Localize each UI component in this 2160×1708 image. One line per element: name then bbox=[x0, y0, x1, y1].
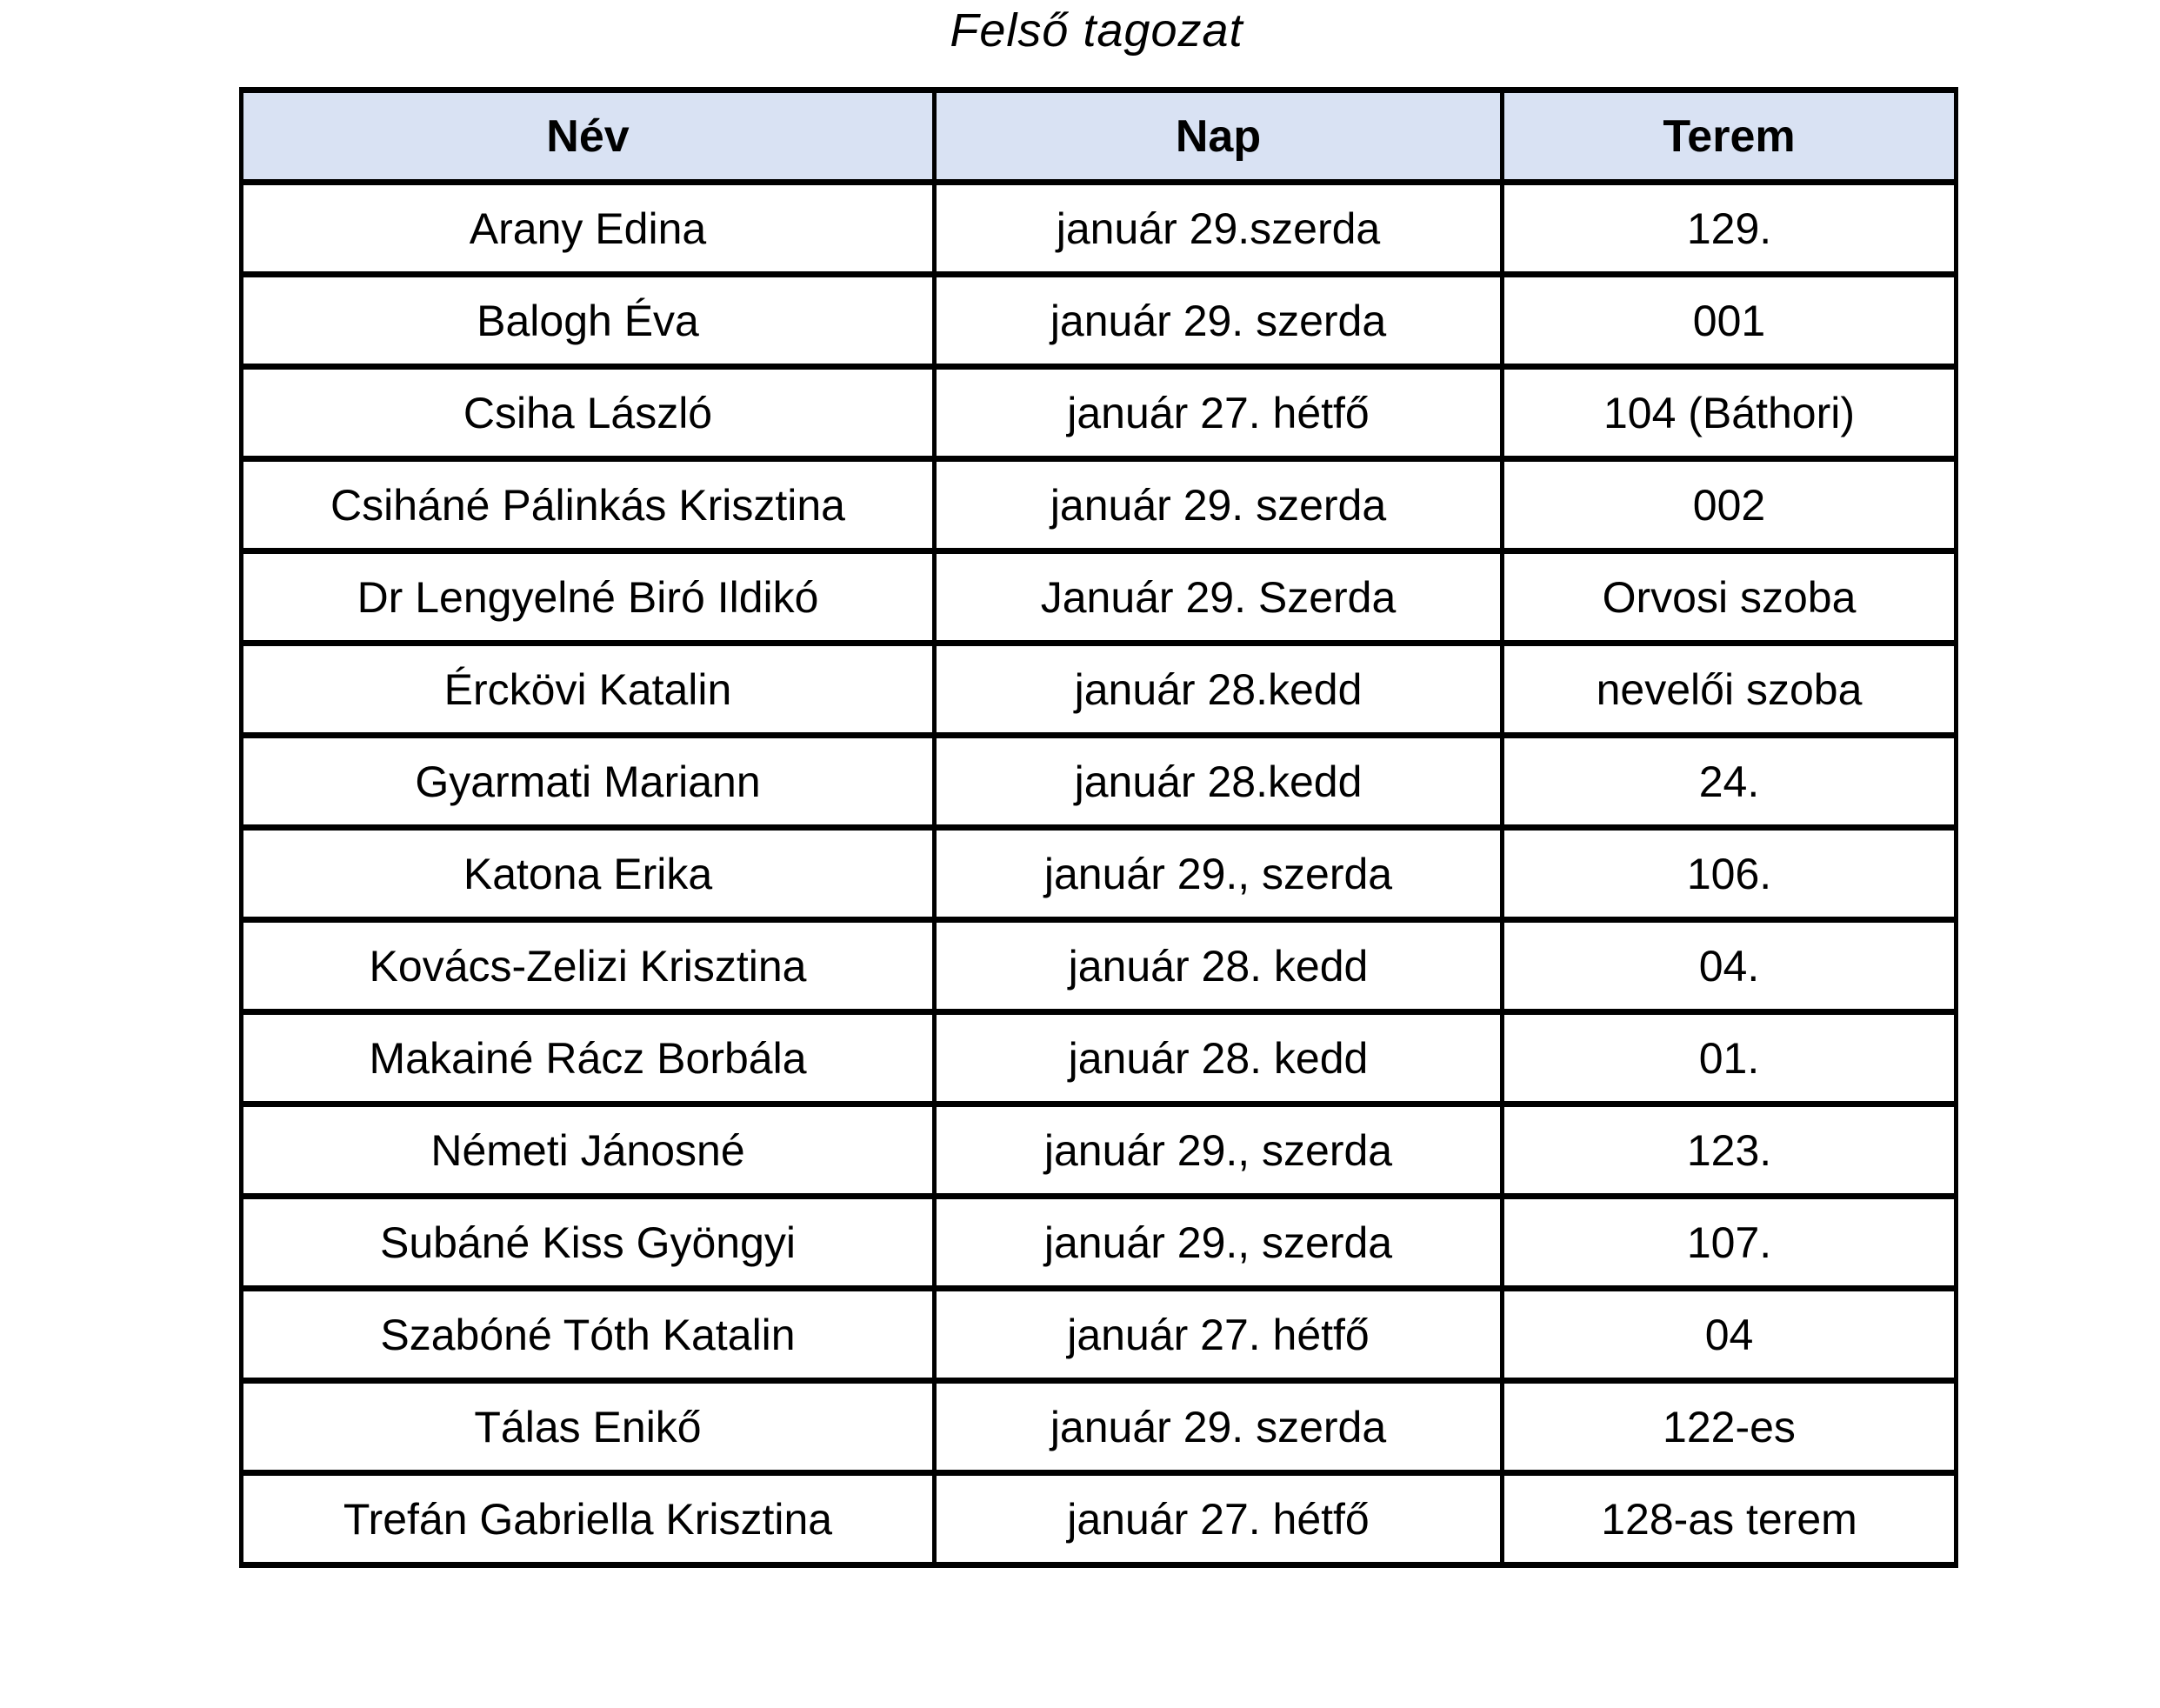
page-title: Felső tagozat bbox=[950, 4, 1243, 57]
day-cell: január 27. hétfő bbox=[935, 1473, 1503, 1565]
table-row bbox=[242, 1289, 1957, 1381]
day-cell: január 28. kedd bbox=[935, 920, 1503, 1012]
table-row bbox=[242, 644, 1957, 736]
table-row bbox=[242, 183, 1957, 275]
day-cell: január 29., szerda bbox=[935, 1197, 1503, 1289]
schedule-table bbox=[239, 87, 1958, 1568]
name-cell: Subáné Kiss Gyöngyi bbox=[242, 1197, 935, 1289]
room-cell: 129. bbox=[1503, 183, 1957, 275]
room-cell: Orvosi szoba bbox=[1503, 551, 1957, 644]
table-row bbox=[242, 736, 1957, 828]
day-cell: január 28.kedd bbox=[935, 736, 1503, 828]
room-cell: 106. bbox=[1503, 828, 1957, 920]
schedule-table-body bbox=[242, 183, 1957, 1565]
name-cell: Makainé Rácz Borbála bbox=[242, 1012, 935, 1104]
name-cell: Dr Lengyelné Biró Ildikó bbox=[242, 551, 935, 644]
table-row bbox=[242, 1012, 1957, 1104]
room-cell: 128-as terem bbox=[1503, 1473, 1957, 1565]
room-cell: 122-es bbox=[1503, 1381, 1957, 1473]
column-header-nap: Nap bbox=[935, 90, 1503, 183]
table-row bbox=[242, 459, 1957, 551]
name-cell: Csiháné Pálinkás Krisztina bbox=[242, 459, 935, 551]
day-cell: január 28.kedd bbox=[935, 644, 1503, 736]
table-row bbox=[242, 551, 1957, 644]
name-cell: Csiha László bbox=[242, 367, 935, 459]
name-cell: Trefán Gabriella Krisztina bbox=[242, 1473, 935, 1565]
room-cell: 24. bbox=[1503, 736, 1957, 828]
header-row bbox=[242, 90, 1957, 183]
column-header-terem: Terem bbox=[1503, 90, 1957, 183]
day-cell: január 29. szerda bbox=[935, 275, 1503, 367]
day-cell: január 29. szerda bbox=[935, 1381, 1503, 1473]
room-cell: 104 (Báthori) bbox=[1503, 367, 1957, 459]
name-cell: Kovács-Zelizi Krisztina bbox=[242, 920, 935, 1012]
name-cell: Katona Erika bbox=[242, 828, 935, 920]
table-row bbox=[242, 1381, 1957, 1473]
name-cell: Balogh Éva bbox=[242, 275, 935, 367]
day-cell: január 27. hétfő bbox=[935, 1289, 1503, 1381]
room-cell: 01. bbox=[1503, 1012, 1957, 1104]
room-cell: 04 bbox=[1503, 1289, 1957, 1381]
table-row bbox=[242, 828, 1957, 920]
room-cell: 107. bbox=[1503, 1197, 1957, 1289]
day-cell: január 29., szerda bbox=[935, 1104, 1503, 1197]
table-row bbox=[242, 920, 1957, 1012]
column-header-nev: Név bbox=[242, 90, 935, 183]
room-cell: nevelői szoba bbox=[1503, 644, 1957, 736]
table-row bbox=[242, 1473, 1957, 1565]
room-cell: 04. bbox=[1503, 920, 1957, 1012]
room-cell: 001 bbox=[1503, 275, 1957, 367]
name-cell: Szabóné Tóth Katalin bbox=[242, 1289, 935, 1381]
table-row bbox=[242, 1197, 1957, 1289]
room-cell: 002 bbox=[1503, 459, 1957, 551]
day-cell: január 29., szerda bbox=[935, 828, 1503, 920]
room-cell: 123. bbox=[1503, 1104, 1957, 1197]
table-row bbox=[242, 1104, 1957, 1197]
table-row bbox=[242, 367, 1957, 459]
name-cell: Tálas Enikő bbox=[242, 1381, 935, 1473]
name-cell: Németi Jánosné bbox=[242, 1104, 935, 1197]
name-cell: Gyarmati Mariann bbox=[242, 736, 935, 828]
day-cell: január 29. szerda bbox=[935, 459, 1503, 551]
name-cell: Arany Edina bbox=[242, 183, 935, 275]
name-cell: Érckövi Katalin bbox=[242, 644, 935, 736]
day-cell: január 27. hétfő bbox=[935, 367, 1503, 459]
table-row bbox=[242, 275, 1957, 367]
day-cell: január 29.szerda bbox=[935, 183, 1503, 275]
day-cell: január 28. kedd bbox=[935, 1012, 1503, 1104]
day-cell: Január 29. Szerda bbox=[935, 551, 1503, 644]
